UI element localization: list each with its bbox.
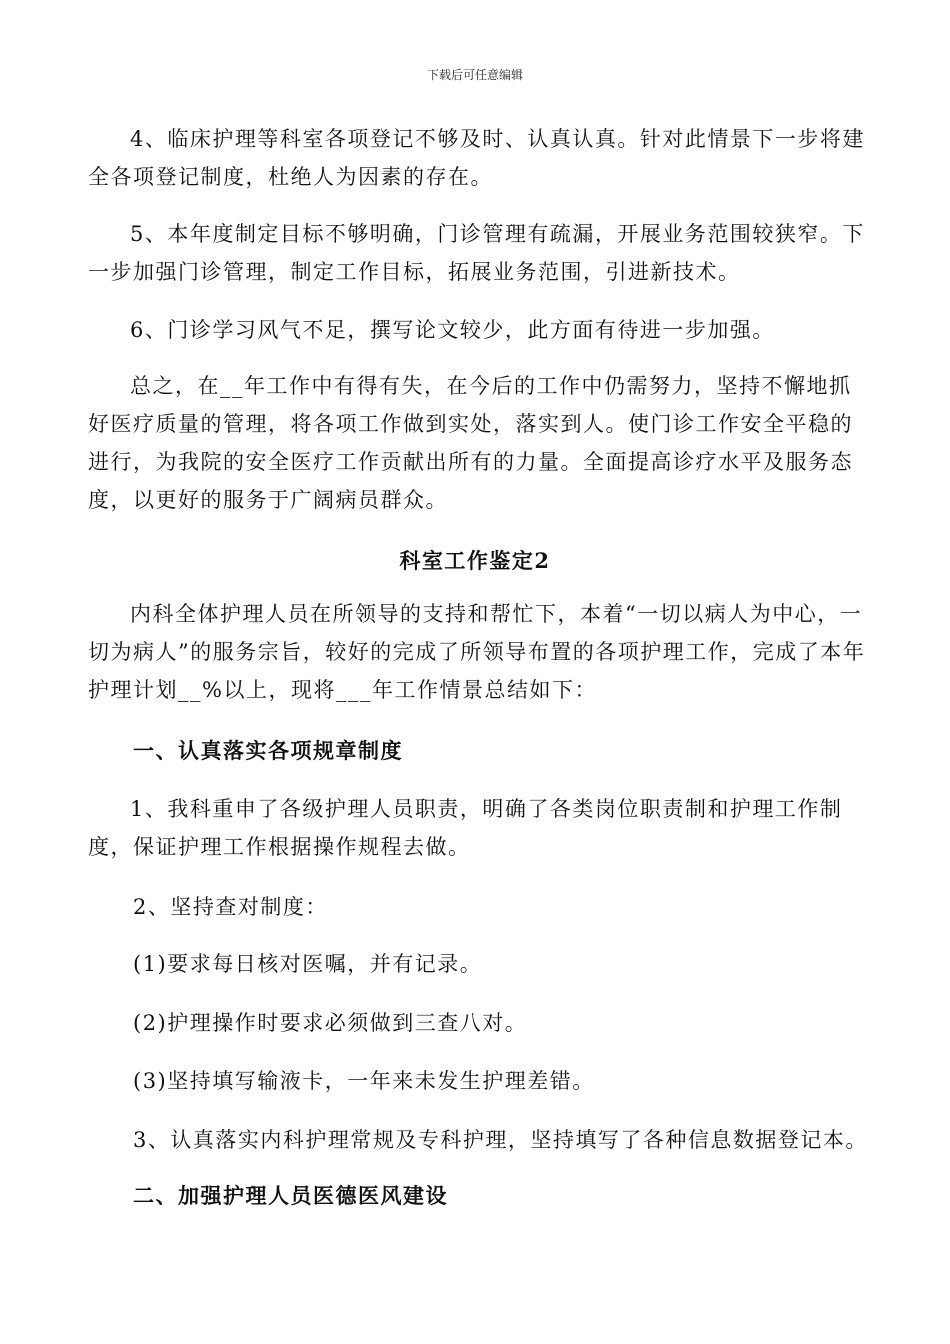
paragraph-6: 6、门诊学习风气不足，撰写论文较少，此方面有待进一步加强。 <box>130 318 775 342</box>
section-heading-2: 二、加强护理人员医德医风建设 <box>133 1183 448 1208</box>
section-title: 科室工作鉴定2 <box>399 548 551 573</box>
paragraph-5: 5、本年度制定目标不够明确，门诊管理有疏漏，开展业务范围较狭窄。下一步加强门诊管理，制定工作目标，拓展业务范围，引进新技术。 <box>88 222 865 284</box>
paragraph-4: 4、临床护理等科室各项登记不够及时、认真认真。针对此情景下一步将建全各项登记制度，杜绝人为因素的存在。 <box>88 127 865 189</box>
list-item-2: 2、坚持查对制度： <box>133 895 328 919</box>
list-item-3: 3、认真落实内科护理常规及专科护理，坚持填写了各种信息数据登记本。 <box>133 1128 868 1152</box>
sub-item-3: (3)坚持填写输液卡，一年来未发生护理差错。 <box>133 1069 595 1093</box>
sub-item-2: (2)护理操作时要求必须做到三查八对。 <box>133 1011 528 1035</box>
intro-paragraph: 内科全体护理人员在所领导的支持和帮忙下，本着“一切以病人为中心，一切为病人”的服务宗旨，较好的完成了所领导布置的各项护理工作，完成了本年护理计划__%以上，现将___年工作情景总结如下： <box>88 602 866 702</box>
section-heading-1: 一、认真落实各项规章制度 <box>133 738 403 763</box>
list-item-1: 1、我科重申了各级护理人员职责，明确了各类岗位职责制和护理工作制度，保证护理工作根据操作规程去做。 <box>88 797 843 859</box>
sub-item-1: (1)要求每日核对医嘱，并有记录。 <box>133 952 483 976</box>
page-header-note: 下载后可任意编辑 <box>426 68 523 82</box>
summary-paragraph: 总之，在__年工作中有得有失，在今后的工作中仍需努力，坚持不懈地抓好医疗质量的管理，将各项工作做到实处，落实到人。使门诊工作安全平稳的进行，为我院的安全医疗工作贡献出所有的力量。全面提高诊疗水平及服务态度，以更好的服务于广阔病员群众。 <box>88 374 853 512</box>
